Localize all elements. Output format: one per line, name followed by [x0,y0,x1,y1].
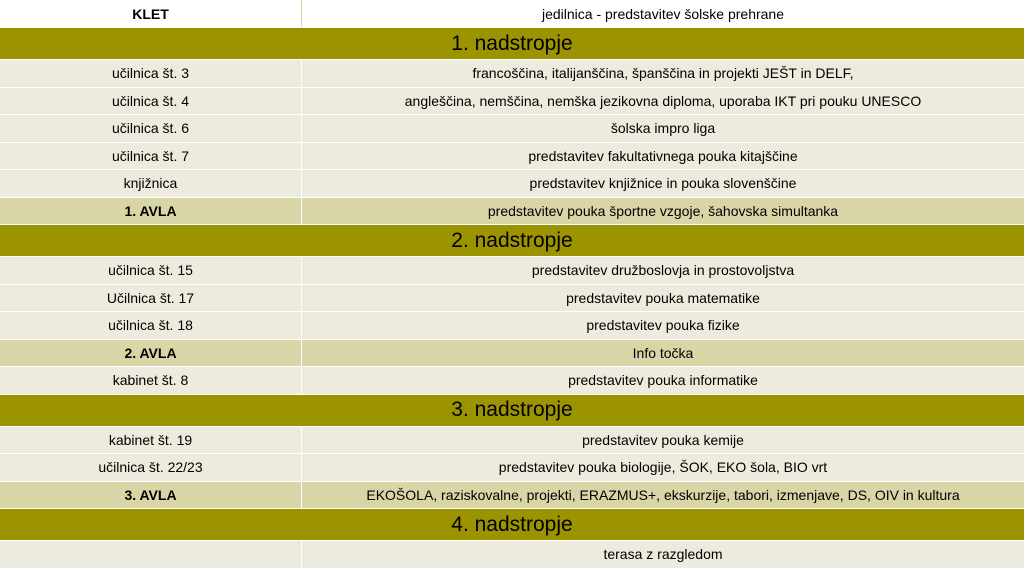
location-cell: 3. AVLA [0,482,302,509]
table-row [0,367,1024,395]
table-row [0,257,1024,285]
table-row [0,170,1024,198]
location-cell: Učilnica št. 17 [0,285,302,312]
table-row [0,143,1024,171]
activity-cell: jedilnica - predstavitev šolske prehrane [541,5,784,22]
location-cell: kabinet št. 19 [0,427,302,454]
location-cell: učilnica št. 3 [0,60,302,87]
floor-header: 1. nadstropje [0,28,1024,60]
location-cell: KLET [0,0,302,27]
location-cell: 2. AVLA [0,340,302,367]
activity-cell: predstavitev pouka fizike [586,317,740,334]
location-cell: knjižnica [0,170,302,197]
activity-cell: terasa z razgledom [603,546,723,563]
activity-cell: predstavitev družboslovja in prostovoljstva [531,262,795,279]
location-cell: učilnica št. 22/23 [0,454,302,481]
table-row [0,60,1024,88]
table-row [0,0,1024,28]
table-row [0,340,1024,368]
activity-cell: predstavitev fakultativnega pouka kitajščine [528,147,798,164]
location-cell: 1. AVLA [0,198,302,225]
activity-cell: angleščina, nemščina, nemška jezikovna diploma, uporaba IKT pri pouku UNESCO [404,92,922,109]
table-row [0,427,1024,455]
activity-cell: šolska impro liga [610,120,716,137]
location-cell: učilnica št. 6 [0,115,302,142]
table-row [0,541,1024,569]
location-cell: učilnica št. 4 [0,88,302,115]
floor-header: 3. nadstropje [0,395,1024,427]
activity-cell: predstavitev pouka informatike [568,372,758,389]
activity-cell: predstavitev knjižnice in pouka slovenščine [529,175,797,192]
table-row [0,115,1024,143]
floor-header: 4. nadstropje [0,509,1024,541]
table-row [0,454,1024,482]
table-row [0,312,1024,340]
table-row [0,482,1024,510]
activity-cell: EKOŠOLA, raziskovalne, projekti, ERAZMUS+, ekskurzije, tabori, izmenjave, DS, OIV in kultura [366,486,960,503]
activity-cell: predstavitev pouka biologije, ŠOK, EKO šola, BIO vrt [498,459,828,476]
activity-cell: predstavitev pouka matematike [566,289,760,306]
table-row [0,88,1024,116]
table-row [0,198,1024,226]
location-cell [0,541,302,568]
location-cell: učilnica št. 7 [0,143,302,170]
location-cell: učilnica št. 15 [0,257,302,284]
table-row [0,285,1024,313]
floor-header: 2. nadstropje [0,225,1024,257]
activity-cell: predstavitev pouka kemije [582,431,744,448]
activity-cell: francoščina, italijanščina, španščina in projekti JEŠT in DELF, [472,65,854,82]
activity-cell: predstavitev pouka športne vzgoje, šahovska simultanka [487,202,839,219]
location-cell: učilnica št. 18 [0,312,302,339]
location-cell: kabinet št. 8 [0,367,302,394]
activity-cell: Info točka [632,344,694,361]
